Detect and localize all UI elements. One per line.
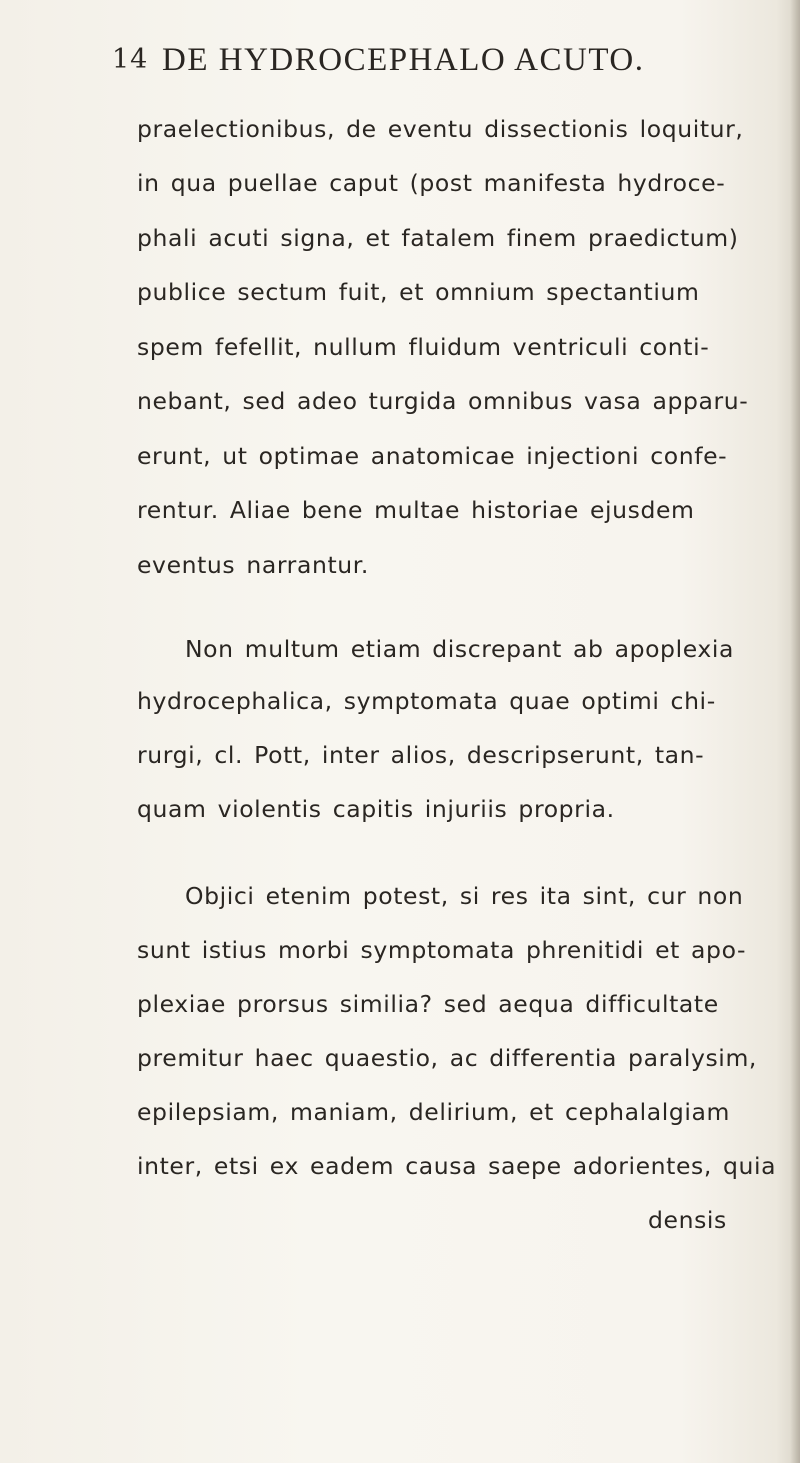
text-line: Non multum etiam discrepant ab apoplexia — [185, 635, 734, 663]
text-line: sunt istius morbi symptomata phrenitidi et apo- — [137, 936, 747, 964]
text-line: phali acuti signa, et fatalem finem praedictum) — [137, 224, 739, 252]
text-line: in qua puellae caput (post manifesta hydroce- — [137, 169, 726, 197]
text-line: rentur. Aliae bene multae historiae ejusdem — [137, 496, 695, 524]
text-line: quam violentis capitis injuriis propria. — [137, 795, 615, 823]
text-line: spem fefellit, nullum fluidum ventriculi conti- — [137, 333, 710, 361]
text-line: epilepsiam, maniam, delirium, et cephalalgiam — [137, 1098, 731, 1126]
text-line: plexiae prorsus similia? sed aequa difficultate — [137, 990, 719, 1018]
text-line: publice sectum fuit, et omnium spectantium — [137, 278, 700, 306]
text-line: eventus narrantur. — [137, 551, 369, 579]
page-number: 14 — [112, 44, 149, 75]
text-line: praelectionibus, de eventu dissectionis loquitur, — [137, 115, 744, 143]
text-line: nebant, sed adeo turgida omnibus vasa apparu- — [137, 387, 749, 415]
text-line: rurgi, cl. Pott, inter alios, descripserunt, tan- — [137, 741, 705, 769]
text-line: erunt, ut optimae anatomicae injectioni confe- — [137, 442, 728, 470]
text-line: Objici etenim potest, si res ita sint, cur non — [185, 882, 744, 910]
text-line: hydrocephalica, symptomata quae optimi chi- — [137, 687, 716, 715]
text-line: premitur haec quaestio, ac differentia paralysim, — [137, 1044, 758, 1072]
page-edge-shadow — [790, 0, 800, 1463]
page-header — [112, 44, 712, 92]
text-line: inter, etsi ex eadem causa saepe adorientes, quia — [137, 1152, 777, 1180]
catchword-text: densis — [648, 1206, 727, 1234]
running-head: DE HYDROCEPHALO ACUTO. — [162, 42, 645, 78]
